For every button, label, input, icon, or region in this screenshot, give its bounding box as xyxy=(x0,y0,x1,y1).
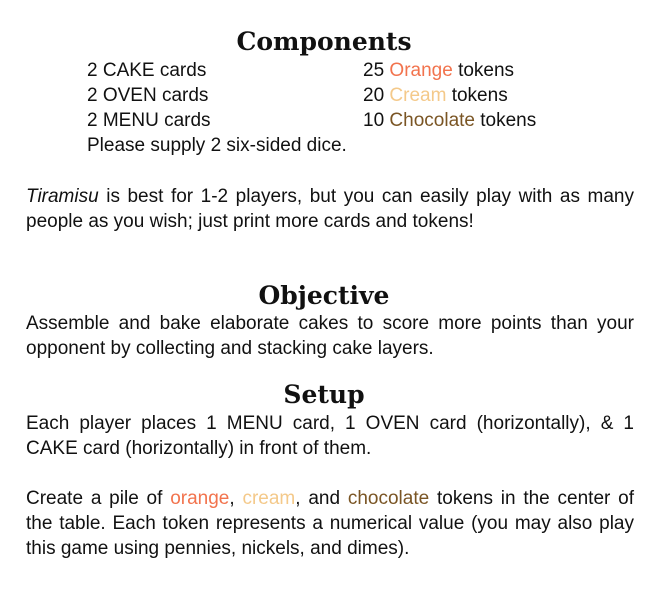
component-orange-tokens: 25 Orange tokens xyxy=(363,60,515,81)
orange-word: orange xyxy=(170,488,230,509)
cream-word: cream xyxy=(242,488,296,509)
components-heading: Components xyxy=(236,27,412,56)
component-cake-cards: 2 CAKE cards xyxy=(87,60,207,81)
component-cream-tokens: 20 Cream tokens xyxy=(363,85,508,106)
objective-heading: Objective xyxy=(258,281,390,310)
intro-paragraph: Tiramisu is best for 1-2 players, but you can easily play with as many people as you wish; just print more cards and tokens! xyxy=(26,186,634,232)
chocolate-word: chocolate xyxy=(347,488,430,509)
setup-paragraph-1: Each player places 1 MENU card, 1 OVEN card (horizontally), & 1 CAKE card (horizontally) in front of them. xyxy=(26,413,634,459)
game-title: Tiramisu xyxy=(26,186,99,207)
objective-text: Assemble and bake elaborate cakes to score more points than your opponent by collecting and stacking cake layers. xyxy=(26,313,634,359)
components-row-3 xyxy=(0,108,648,133)
setup-heading: Setup xyxy=(283,380,365,409)
component-oven-cards: 2 OVEN cards xyxy=(87,85,209,106)
components-row-2 xyxy=(0,83,648,108)
component-chocolate-tokens: 10 Chocolate tokens xyxy=(363,110,537,131)
dice-note: Please supply 2 six-sided dice. xyxy=(87,135,347,156)
components-row-1 xyxy=(0,58,648,83)
component-menu-cards: 2 MENU cards xyxy=(87,110,211,131)
setup-paragraph-2: Create a pile of orange, cream, and chocolate tokens in the center of the table. Each token represents a numerical value (you may also play this game using pennies, nickels, and dimes). xyxy=(26,488,634,559)
